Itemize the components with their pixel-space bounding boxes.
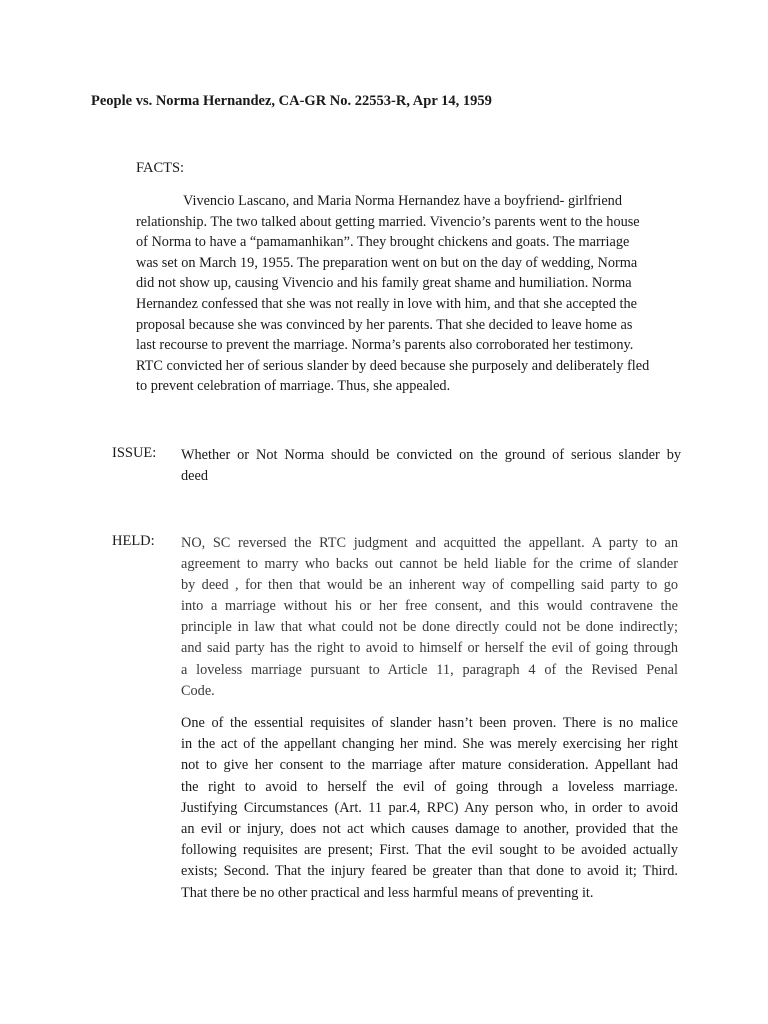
held-line: exists; Second. That the injury feared be greater than that done to avoid it; Third. — [181, 863, 678, 880]
held-paragraph-2 — [181, 713, 678, 904]
facts-line: was set on March 19, 1955. The preparation went on but on the day of wedding, Norma — [136, 254, 638, 271]
facts-line: to prevent celebration of marriage. Thus, she appealed. — [136, 378, 451, 395]
case-title: People vs. Norma Hernandez, CA-GR No. 22553-R, Apr 14, 1959 — [91, 93, 492, 109]
held-line: an evil or injury, does not act which causes damage to another, provided that the — [181, 821, 678, 838]
held-line: principle in law that what could not be done directly could not be done indirectly; — [181, 619, 678, 636]
held-line: One of the essential requisites of slander hasn’t been proven. There is no malice — [181, 715, 678, 731]
facts-line: of Norma to have a “pamamanhikan”. They brought chickens and goats. The marriage — [136, 234, 630, 251]
held-line: That there be no other practical and less harmful means of preventing it. — [181, 884, 594, 901]
held-line: agreement to marry who backs out cannot be held liable for the crime of slander — [181, 556, 678, 573]
facts-line: RTC convicted her of serious slander by deed because she purposely and deliberately fled — [136, 357, 650, 374]
held-line: into a marriage without his or her free consent, and this would contravene the — [181, 598, 678, 615]
facts-line: did not show up, causing Vivencio and his family great shame and humiliation. Norma — [136, 275, 632, 292]
facts-line: Vivencio Lascano, and Maria Norma Hernandez have a boyfriend- girlfriend — [183, 193, 622, 209]
held-line: Justifying Circumstances (Art. 11 par.4, RPC) Any person who, in order to avoid — [181, 799, 678, 816]
issue-line: deed — [181, 468, 208, 484]
facts-line: relationship. The two talked about getting married. Vivencio’s parents went to the house — [136, 213, 640, 230]
held-line: in the act of the appellant changing her mind. She was merely exercising her right — [181, 736, 678, 753]
held-line: NO, SC reversed the RTC judgment and acquitted the appellant. A party to an — [181, 535, 678, 551]
issue-line: Whether or Not Norma should be convicted on the ground of serious slander by — [181, 447, 681, 463]
facts-line: proposal because she was convinced by her parents. That she decided to leave home as — [136, 316, 633, 333]
facts-paragraph — [136, 191, 680, 397]
facts-line: Hernandez confessed that she was not really in love with him, and that she accepted the — [136, 295, 638, 312]
held-line: and said party has the right to avoid to himself or herself the evil of going through — [181, 640, 678, 657]
issue-paragraph — [181, 445, 681, 487]
held-paragraph-1 — [181, 533, 678, 702]
held-line: the right to avoid to herself the evil of going through a loveless marriage. — [181, 778, 678, 795]
held-line: a loveless marriage pursuant to Article 11, paragraph 4 of the Revised Penal — [181, 661, 678, 678]
held-line: by deed , for then that would be an inherent way of compelling said party to go — [181, 577, 678, 594]
held-line: Code. — [181, 682, 215, 699]
issue-label: ISSUE: — [112, 445, 157, 461]
facts-line: last recourse to prevent the marriage. Norma’s parents also corroborated her testimony. — [136, 337, 634, 354]
held-line: following requisites are present; First. That the evil sought to be avoided actually — [181, 842, 678, 859]
held-line: not to give her consent to the marriage after mature consideration. Appellant had — [181, 757, 678, 774]
facts-heading: FACTS: — [136, 160, 185, 176]
held-label: HELD: — [112, 533, 155, 549]
